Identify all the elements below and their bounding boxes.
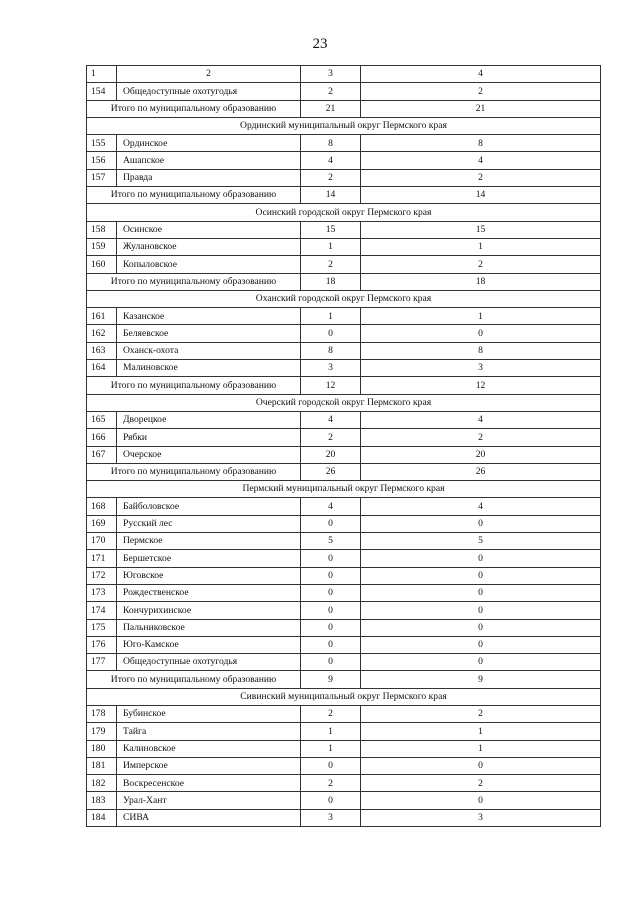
total-label: Итого по муниципальному образованию [87, 100, 301, 117]
row-number: 158 [87, 221, 117, 238]
table-row [87, 221, 601, 238]
row-number: 176 [87, 636, 117, 653]
row-value-4: 0 [361, 654, 601, 671]
row-name: Жулановское [117, 238, 301, 255]
row-name: Пальниковское [117, 619, 301, 636]
row-name: Очерское [117, 446, 301, 463]
row-name: Беляевское [117, 325, 301, 342]
table-row [87, 238, 601, 255]
row-name: Правда [117, 169, 301, 186]
row-name: Рождественское [117, 584, 301, 601]
total-value-3: 9 [301, 671, 361, 688]
row-value-3: 4 [301, 152, 361, 169]
header-cell-4: 4 [361, 66, 601, 83]
header-cell-2: 2 [117, 66, 301, 83]
row-value-4: 0 [361, 515, 601, 532]
row-value-3: 2 [301, 83, 361, 100]
row-name: Юговское [117, 567, 301, 584]
row-value-3: 5 [301, 533, 361, 550]
district-label: Ординский муниципальный округ Пермского края [87, 117, 601, 134]
row-name: Тайга [117, 723, 301, 740]
row-name: Копыловское [117, 256, 301, 273]
row-value-4: 0 [361, 567, 601, 584]
row-name: Байболовское [117, 498, 301, 515]
row-name: Дворецкое [117, 411, 301, 428]
table-row [87, 636, 601, 653]
total-value-4: 14 [361, 187, 601, 204]
table-row [87, 584, 601, 601]
row-value-4: 2 [361, 429, 601, 446]
row-value-4: 0 [361, 619, 601, 636]
row-value-4: 2 [361, 256, 601, 273]
row-name: Казанское [117, 308, 301, 325]
table-row [87, 169, 601, 186]
row-number: 172 [87, 567, 117, 584]
row-name: Урал-Хант [117, 792, 301, 809]
header-row [87, 66, 601, 83]
row-value-4: 1 [361, 723, 601, 740]
table-row [87, 135, 601, 152]
row-value-4: 0 [361, 325, 601, 342]
row-number: 183 [87, 792, 117, 809]
table-row [87, 654, 601, 671]
page-number: 23 [312, 36, 328, 52]
district-label: Пермский муниципальный округ Пермского края [87, 481, 601, 498]
row-name: Оханск-охота [117, 342, 301, 359]
row-value-4: 0 [361, 792, 601, 809]
row-value-3: 0 [301, 602, 361, 619]
row-number: 155 [87, 135, 117, 152]
table-row [87, 809, 601, 826]
row-name: Общедоступные охотугодья [117, 83, 301, 100]
table-row [87, 740, 601, 757]
table-row [87, 360, 601, 377]
row-value-4: 1 [361, 238, 601, 255]
row-value-4: 1 [361, 740, 601, 757]
row-value-4: 0 [361, 602, 601, 619]
district-row [87, 290, 601, 307]
row-number: 181 [87, 757, 117, 774]
row-value-4: 8 [361, 135, 601, 152]
total-value-4: 9 [361, 671, 601, 688]
table-row [87, 498, 601, 515]
total-value-3: 21 [301, 100, 361, 117]
row-name: Ординское [117, 135, 301, 152]
row-value-3: 0 [301, 619, 361, 636]
row-value-4: 15 [361, 221, 601, 238]
row-number: 180 [87, 740, 117, 757]
row-name: Бубинское [117, 705, 301, 722]
total-value-4: 21 [361, 100, 601, 117]
district-label: Сивинский муниципальный округ Пермского края [87, 688, 601, 705]
row-value-4: 3 [361, 809, 601, 826]
row-number: 164 [87, 360, 117, 377]
row-value-4: 0 [361, 636, 601, 653]
district-label: Оханский городской округ Пермского края [87, 290, 601, 307]
table-row [87, 550, 601, 567]
table-row [87, 446, 601, 463]
total-value-3: 14 [301, 187, 361, 204]
row-value-4: 0 [361, 584, 601, 601]
row-value-3: 1 [301, 238, 361, 255]
row-value-4: 1 [361, 308, 601, 325]
table-row [87, 256, 601, 273]
district-label: Осинский городской округ Пермского края [87, 204, 601, 221]
row-number: 173 [87, 584, 117, 601]
row-number: 175 [87, 619, 117, 636]
row-number: 162 [87, 325, 117, 342]
table-row [87, 533, 601, 550]
row-name: Малиновское [117, 360, 301, 377]
row-value-4: 8 [361, 342, 601, 359]
row-value-3: 0 [301, 792, 361, 809]
row-value-3: 2 [301, 775, 361, 792]
row-name: Имперское [117, 757, 301, 774]
table-row [87, 325, 601, 342]
row-number: 157 [87, 169, 117, 186]
row-value-3: 2 [301, 169, 361, 186]
row-number: 154 [87, 83, 117, 100]
district-row [87, 688, 601, 705]
row-number: 178 [87, 705, 117, 722]
row-number: 166 [87, 429, 117, 446]
total-row [87, 273, 601, 290]
row-value-3: 0 [301, 325, 361, 342]
row-number: 167 [87, 446, 117, 463]
row-value-4: 2 [361, 83, 601, 100]
row-number: 177 [87, 654, 117, 671]
row-name: Юго-Камское [117, 636, 301, 653]
total-row [87, 377, 601, 394]
row-name: Осинское [117, 221, 301, 238]
row-value-3: 3 [301, 809, 361, 826]
total-value-3: 18 [301, 273, 361, 290]
row-value-3: 8 [301, 342, 361, 359]
row-value-3: 20 [301, 446, 361, 463]
total-label: Итого по муниципальному образованию [87, 671, 301, 688]
row-name: Рябки [117, 429, 301, 446]
table-row [87, 83, 601, 100]
table-row [87, 429, 601, 446]
header-cell-3: 3 [301, 66, 361, 83]
row-value-3: 0 [301, 515, 361, 532]
table-body [87, 66, 601, 827]
header-cell-1: 1 [87, 66, 117, 83]
total-label: Итого по муниципальному образованию [87, 463, 301, 480]
row-number: 156 [87, 152, 117, 169]
district-row [87, 394, 601, 411]
total-value-4: 26 [361, 463, 601, 480]
total-value-4: 18 [361, 273, 601, 290]
row-value-3: 0 [301, 550, 361, 567]
row-value-3: 1 [301, 740, 361, 757]
row-number: 171 [87, 550, 117, 567]
row-name: Русский лес [117, 515, 301, 532]
row-name: Пермское [117, 533, 301, 550]
total-label: Итого по муниципальному образованию [87, 377, 301, 394]
table-row [87, 342, 601, 359]
district-row [87, 204, 601, 221]
total-row [87, 100, 601, 117]
row-value-4: 4 [361, 411, 601, 428]
table-row [87, 723, 601, 740]
total-row [87, 463, 601, 480]
row-name: Ашапское [117, 152, 301, 169]
table-row [87, 515, 601, 532]
row-value-4: 3 [361, 360, 601, 377]
row-value-4: 2 [361, 705, 601, 722]
row-value-4: 5 [361, 533, 601, 550]
table-row [87, 308, 601, 325]
row-value-3: 4 [301, 411, 361, 428]
table-row [87, 757, 601, 774]
row-value-3: 0 [301, 654, 361, 671]
total-label: Итого по муниципальному образованию [87, 187, 301, 204]
row-value-4: 0 [361, 757, 601, 774]
row-name: Воскресенское [117, 775, 301, 792]
row-name: Бершетское [117, 550, 301, 567]
row-number: 165 [87, 411, 117, 428]
total-row [87, 671, 601, 688]
row-name: Общедоступные охотугодья [117, 654, 301, 671]
row-value-4: 4 [361, 498, 601, 515]
row-number: 174 [87, 602, 117, 619]
table-row [87, 602, 601, 619]
row-number: 169 [87, 515, 117, 532]
row-number: 160 [87, 256, 117, 273]
row-value-3: 4 [301, 498, 361, 515]
row-value-3: 3 [301, 360, 361, 377]
row-number: 163 [87, 342, 117, 359]
row-number: 161 [87, 308, 117, 325]
row-value-3: 0 [301, 636, 361, 653]
total-value-4: 12 [361, 377, 601, 394]
table-row [87, 411, 601, 428]
row-value-4: 2 [361, 775, 601, 792]
total-value-3: 12 [301, 377, 361, 394]
district-label: Очерский городской округ Пермского края [87, 394, 601, 411]
row-number: 168 [87, 498, 117, 515]
total-label: Итого по муниципальному образованию [87, 273, 301, 290]
table-row [87, 152, 601, 169]
row-value-3: 0 [301, 584, 361, 601]
row-name: Кончурихинское [117, 602, 301, 619]
row-value-3: 1 [301, 723, 361, 740]
row-value-3: 8 [301, 135, 361, 152]
table-row [87, 619, 601, 636]
row-value-3: 15 [301, 221, 361, 238]
row-value-3: 2 [301, 429, 361, 446]
table-row [87, 792, 601, 809]
row-name: Калиновское [117, 740, 301, 757]
district-row [87, 481, 601, 498]
row-value-3: 0 [301, 757, 361, 774]
row-value-3: 2 [301, 705, 361, 722]
row-number: 170 [87, 533, 117, 550]
district-row [87, 117, 601, 134]
row-value-4: 2 [361, 169, 601, 186]
row-value-3: 2 [301, 256, 361, 273]
row-value-4: 4 [361, 152, 601, 169]
total-value-3: 26 [301, 463, 361, 480]
row-value-3: 1 [301, 308, 361, 325]
table-row [87, 705, 601, 722]
row-number: 182 [87, 775, 117, 792]
row-number: 159 [87, 238, 117, 255]
table-row [87, 775, 601, 792]
row-value-4: 0 [361, 550, 601, 567]
total-row [87, 187, 601, 204]
row-value-3: 0 [301, 567, 361, 584]
row-number: 184 [87, 809, 117, 826]
row-name: СИВА [117, 809, 301, 826]
hunting-grounds-table [86, 65, 601, 827]
table-row [87, 567, 601, 584]
row-value-4: 20 [361, 446, 601, 463]
row-number: 179 [87, 723, 117, 740]
